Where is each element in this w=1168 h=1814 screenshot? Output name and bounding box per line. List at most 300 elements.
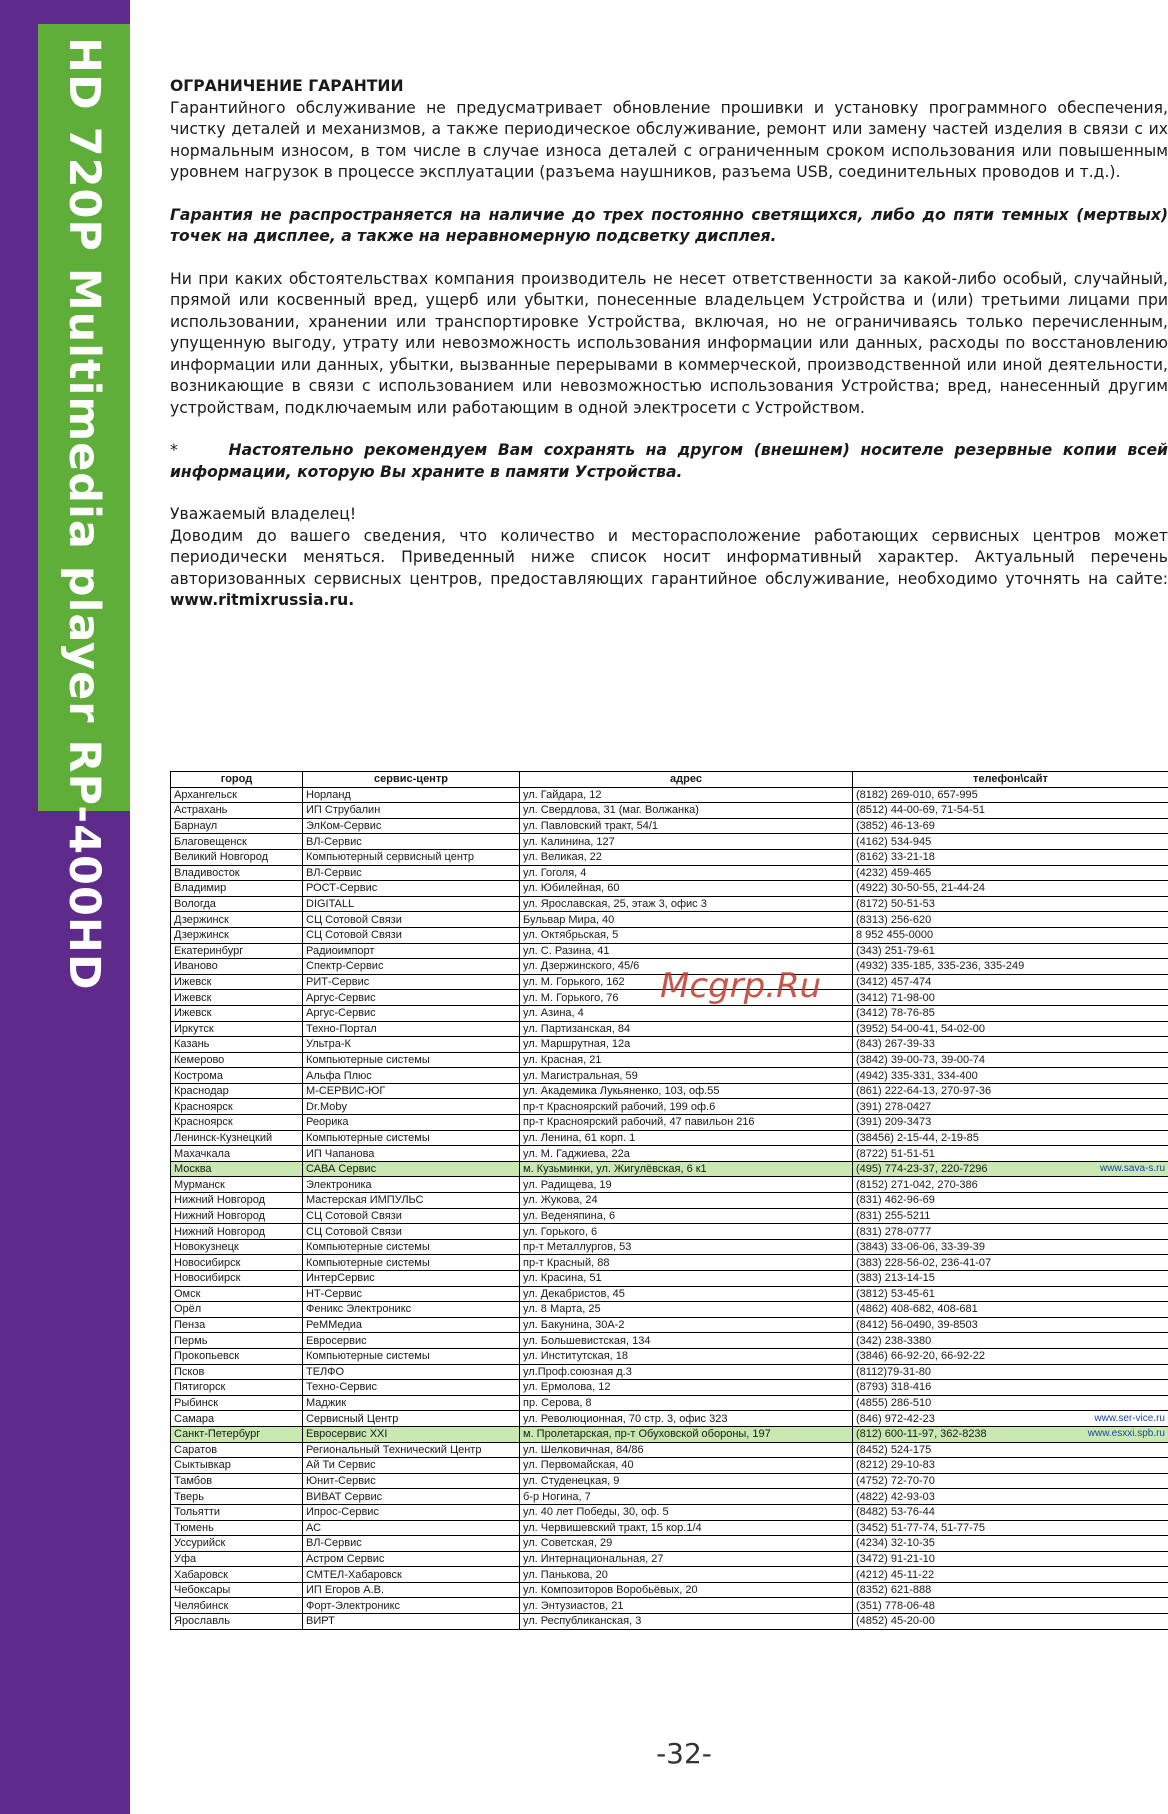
cell-service-text: ВИВАТ Сервис [306, 1490, 383, 1503]
cell-city [171, 1099, 303, 1115]
cell-service [303, 1302, 520, 1318]
cell-city-text: Екатеринбург [174, 944, 244, 957]
cell-city [171, 1161, 303, 1177]
table-row [171, 1271, 1168, 1287]
cell-phone [853, 1161, 1168, 1177]
cell-service [303, 1208, 520, 1224]
cell-city-text: Вологда [174, 898, 216, 911]
cell-city [171, 1286, 303, 1302]
cell-phone [853, 959, 1168, 975]
cell-service [303, 1255, 520, 1271]
cell-service [303, 1458, 520, 1474]
cell-address-text: ул. Азина, 4 [523, 1007, 584, 1020]
cell-phone [853, 896, 1168, 912]
cell-phone-text: (8793) 318-416 [856, 1381, 932, 1394]
cell-city-text: Дзержинск [174, 929, 229, 942]
cell-service-text: Радиоимпорт [306, 944, 375, 957]
cell-address-text: ул. Советская, 29 [523, 1537, 613, 1550]
cell-address-text: ул. Большевистская, 134 [523, 1334, 651, 1347]
cell-city [171, 1177, 303, 1193]
cell-address-text: пр-т Красноярский рабочий, 199 оф.6 [523, 1100, 716, 1113]
cell-phone-text: (383) 228-56-02, 236-41-07 [856, 1256, 992, 1269]
table-row [171, 943, 1168, 959]
cell-address-text: ул. Первомайская, 40 [523, 1459, 634, 1472]
table-row [171, 1239, 1168, 1255]
warranty-paragraph-1: Гарантийного обслуживание не предусматривает обновление прошивки и установку программного обеспечения, чистку деталей и механизмов, а также периодическое обслуживание, ремонт или замену частей изделия в связи с их нормальным износом, в том числе в случае износа деталей с ограниченным сроком использования или повышенным уровнем нагрузок в процессе эксплуатации (разъема наушников, разъема USB, соединительных проводов и т.д.). [170, 98, 1168, 181]
table-row [171, 1146, 1168, 1162]
cell-city-text: Краснодар [174, 1085, 229, 1098]
cell-city-text: Новосибирск [174, 1272, 241, 1285]
cell-city [171, 927, 303, 943]
cell-service [303, 1239, 520, 1255]
cell-phone-text: (342) 238-3380 [856, 1334, 932, 1347]
cell-address-text: ул. Свердлова, 31 (маг. Волжанка) [523, 804, 699, 817]
cell-phone [853, 1426, 1168, 1442]
cell-phone [853, 1286, 1168, 1302]
cell-city-text: Саратов [174, 1443, 218, 1456]
cell-address [520, 803, 853, 819]
table-row [171, 1177, 1168, 1193]
cell-service [303, 1146, 520, 1162]
cell-phone-text: (843) 267-39-33 [856, 1038, 935, 1051]
cell-city [171, 1458, 303, 1474]
cell-phone [853, 849, 1168, 865]
cell-service [303, 1582, 520, 1598]
cell-address [520, 1161, 853, 1177]
cell-service [303, 1161, 520, 1177]
cell-phone [853, 1442, 1168, 1458]
cell-address [520, 1115, 853, 1131]
cell-city [171, 1005, 303, 1021]
cell-service-text: Региональный Технический Центр [306, 1443, 482, 1456]
cell-address-text: ул. Калинина, 127 [523, 835, 615, 848]
table-row [171, 1193, 1168, 1209]
cell-phone [853, 1458, 1168, 1474]
warranty-paragraph-2: Гарантия не распространяется на наличие до трех постоянно светящихся, либо до пяти темных (мертвых) точек на дисплее, а также на неравномерную подсветку дисплея. [170, 205, 1168, 245]
table-row [171, 1302, 1168, 1318]
cell-phone-text: (4932) 335-185, 335-236, 335-249 [856, 960, 1025, 973]
cell-address [520, 834, 853, 850]
cell-phone-text: (3852) 46-13-69 [856, 820, 935, 833]
cell-website[interactable]: www.sava-s.ru [1099, 1163, 1165, 1175]
cell-phone-text: (8182) 269-010, 657-995 [856, 788, 978, 801]
cell-phone-text: (4212) 45-11-22 [856, 1568, 935, 1581]
cell-city-text: Тамбов [174, 1475, 213, 1488]
cell-phone-text: (3412) 78-76-85 [856, 1007, 935, 1020]
cell-address [520, 787, 853, 803]
cell-phone-text: (38456) 2-15-44, 2-19-85 [856, 1131, 979, 1144]
table-row [171, 896, 1168, 912]
cell-phone-text: (831) 462-96-69 [856, 1194, 935, 1207]
cell-address-text: ул. М. Гаджиева, 22а [523, 1147, 630, 1160]
cell-phone-text: (4922) 30-50-55, 21-44-24 [856, 882, 986, 895]
cell-phone-text: (8212) 29-10-83 [856, 1459, 935, 1472]
cell-address [520, 1052, 853, 1068]
cell-address [520, 1302, 853, 1318]
cell-city [171, 849, 303, 865]
site-link[interactable]: www.ritmixrussia.ru. [170, 591, 355, 609]
cell-address-text: пр-т Красноярский рабочий, 47 павильон 216 [523, 1116, 755, 1129]
table-row [171, 1380, 1168, 1396]
table-header-row [171, 772, 1168, 788]
cell-address-text: ул. Интернациональная, 27 [523, 1552, 664, 1565]
cell-phone [853, 1536, 1168, 1552]
cell-address [520, 881, 853, 897]
cell-address-text: ул. Красина, 51 [523, 1272, 602, 1285]
cell-phone-text: (391) 278-0427 [856, 1100, 932, 1113]
cell-service-text: СЦ Сотовой Связи [306, 1209, 402, 1222]
cell-address-text: ул. М. Горького, 162 [523, 976, 625, 989]
cell-website[interactable]: www.ser-vice.ru [1094, 1412, 1165, 1424]
table-row [171, 1582, 1168, 1598]
cell-address-text: ул. М. Горького, 76 [523, 991, 619, 1004]
cell-phone [853, 1115, 1168, 1131]
cell-service-text: Компьютерные системы [306, 1256, 430, 1269]
cell-city-text: Самара [174, 1412, 215, 1425]
cell-address [520, 1005, 853, 1021]
cell-city-text: Ижевск [174, 991, 212, 1004]
cell-city [171, 1395, 303, 1411]
table-row [171, 1614, 1168, 1630]
cell-phone [853, 1052, 1168, 1068]
cell-city-text: Архангельск [174, 788, 237, 801]
table-row [171, 912, 1168, 928]
header-city: город [171, 772, 303, 788]
table-row [171, 1520, 1168, 1536]
cell-phone-text: (8352) 621-888 [856, 1584, 932, 1597]
cell-address-text: ул. Академика Лукьяненко, 103, оф.55 [523, 1085, 720, 1098]
cell-city [171, 1052, 303, 1068]
cell-service [303, 1442, 520, 1458]
cell-address-text: ул. Веденяпина, 6 [523, 1209, 616, 1222]
cell-city-text: Уссурийск [174, 1537, 226, 1550]
cell-service [303, 1333, 520, 1349]
cell-service [303, 896, 520, 912]
cell-phone [853, 1193, 1168, 1209]
cell-phone-text: (846) 972-42-23 [856, 1412, 935, 1425]
cell-city-text: Орёл [174, 1303, 202, 1316]
cell-phone [853, 787, 1168, 803]
cell-phone [853, 881, 1168, 897]
cell-address [520, 1239, 853, 1255]
cell-phone [853, 1551, 1168, 1567]
cell-address [520, 1177, 853, 1193]
cell-service [303, 1130, 520, 1146]
cell-service [303, 1395, 520, 1411]
cell-service [303, 1083, 520, 1099]
cell-city [171, 1582, 303, 1598]
cell-service-text: Феникс Электроникс [306, 1303, 412, 1316]
cell-city [171, 881, 303, 897]
table-row [171, 1021, 1168, 1037]
cell-city [171, 1411, 303, 1427]
table-row [171, 1255, 1168, 1271]
cell-phone [853, 1068, 1168, 1084]
cell-city [171, 1037, 303, 1053]
cell-city [171, 1317, 303, 1333]
watermark-text: Mcgrp.Ru [660, 966, 822, 1006]
cell-phone [853, 1302, 1168, 1318]
cell-address-text: ул. Червишевский тракт, 15 кор.1/4 [523, 1521, 702, 1534]
cell-service [303, 881, 520, 897]
cell-service [303, 1426, 520, 1442]
cell-service-text: Компьютерные системы [306, 1241, 430, 1254]
cell-city-text: Владивосток [174, 866, 240, 879]
cell-address [520, 1442, 853, 1458]
cell-city-text: Нижний Новгород [174, 1194, 266, 1207]
cell-city-text: Нижний Новгород [174, 1209, 266, 1222]
cell-service [303, 1177, 520, 1193]
cell-phone-text: (3452) 51-77-74, 51-77-75 [856, 1521, 986, 1534]
cell-service [303, 818, 520, 834]
table-row [171, 881, 1168, 897]
cell-address-text: Бульвар Мира, 40 [523, 913, 615, 926]
cell-service-text: Аргус-Сервис [306, 1007, 376, 1020]
cell-service [303, 1551, 520, 1567]
cell-service-text: Ультра-К [306, 1038, 351, 1051]
cell-address-text: м. Кузьминки, ул. Жигулёвская, 6 к1 [523, 1163, 707, 1176]
table-row [171, 1598, 1168, 1614]
cell-city [171, 912, 303, 928]
cell-city [171, 1193, 303, 1209]
cell-address [520, 927, 853, 943]
cell-service [303, 943, 520, 959]
table-row [171, 1224, 1168, 1240]
cell-phone-text: (831) 278-0777 [856, 1225, 932, 1238]
cell-city [171, 1473, 303, 1489]
cell-city [171, 1551, 303, 1567]
cell-city [171, 834, 303, 850]
cell-phone-text: (4162) 534-945 [856, 835, 932, 848]
cell-service-text: НТ-Сервис [306, 1287, 362, 1300]
cell-service-text: Евросервис [306, 1334, 367, 1347]
cell-phone-text: (4862) 408-682, 408-681 [856, 1303, 978, 1316]
cell-service [303, 1489, 520, 1505]
cell-address-text: ул. Партизанская, 84 [523, 1022, 631, 1035]
cell-city-text: Тольятти [174, 1506, 221, 1519]
cell-city-text: Пятигорск [174, 1381, 226, 1394]
cell-phone-text: (3843) 33-06-06, 33-39-39 [856, 1241, 986, 1254]
table-row [171, 1442, 1168, 1458]
table-row [171, 1395, 1168, 1411]
cell-phone [853, 1177, 1168, 1193]
table-row [171, 1567, 1168, 1583]
cell-address [520, 1193, 853, 1209]
cell-phone [853, 1364, 1168, 1380]
cell-city [171, 1083, 303, 1099]
cell-city-text: Рыбинск [174, 1397, 219, 1410]
cell-city-text: Дзержинск [174, 913, 229, 926]
cell-phone-text: (812) 600-11-97, 362-8238 [856, 1428, 987, 1441]
cell-service-text: Маджик [306, 1397, 347, 1410]
cell-city-text: Тюмень [174, 1521, 214, 1534]
cell-phone [853, 927, 1168, 943]
cell-phone [853, 1411, 1168, 1427]
cell-phone [853, 1582, 1168, 1598]
cell-service [303, 1099, 520, 1115]
cell-service [303, 1567, 520, 1583]
cell-phone-text: (3472) 91-21-10 [856, 1552, 935, 1565]
cell-address-text: ул. Панькова, 20 [523, 1568, 608, 1581]
cell-phone [853, 1224, 1168, 1240]
cell-city-text: Красноярск [174, 1116, 233, 1129]
cell-city-text: Мурманск [174, 1178, 225, 1191]
cell-phone [853, 1348, 1168, 1364]
cell-service-text: РОСТ-Сервис [306, 882, 378, 895]
cell-city-text: Казань [174, 1038, 210, 1051]
cell-city [171, 865, 303, 881]
cell-city-text: Нижний Новгород [174, 1225, 266, 1238]
service-text: Доводим до вашего сведения, что количество и месторасположение работающих сервисных центров может периодически меняться. Приведенный ниже список носит информативный характер. Актуальный перечень авторизованных сервисных центров, предоставляющих гарантийное обслуживание, необходимо уточнять на сайте: [170, 526, 1168, 588]
cell-service-text: Форт-Электроникс [306, 1599, 400, 1612]
cell-city-text: Кострома [174, 1069, 223, 1082]
cell-phone [853, 1520, 1168, 1536]
cell-service [303, 1380, 520, 1396]
cell-phone [853, 974, 1168, 990]
cell-service-text: Dr.Moby [306, 1100, 347, 1113]
cell-phone [853, 1395, 1168, 1411]
table-row [171, 865, 1168, 881]
cell-address-text: пр. Серова, 8 [523, 1397, 592, 1410]
cell-address [520, 1582, 853, 1598]
cell-service [303, 959, 520, 975]
table-row [171, 1458, 1168, 1474]
cell-service [303, 1598, 520, 1614]
cell-phone-text: 8 952 455-0000 [856, 929, 934, 942]
cell-city-text: Челябинск [174, 1599, 229, 1612]
cell-service-text: Компьютерный сервисный центр [306, 851, 475, 864]
table-row [171, 1489, 1168, 1505]
cell-city [171, 1068, 303, 1084]
cell-phone [853, 1380, 1168, 1396]
cell-service [303, 1536, 520, 1552]
cell-service-text: ИнтерСервис [306, 1272, 375, 1285]
cell-phone [853, 943, 1168, 959]
cell-service-text: Электроника [306, 1178, 372, 1191]
cell-service-text: САВА Сервис [306, 1163, 377, 1176]
cell-service-text: Мастерская ИМПУЛЬС [306, 1194, 424, 1207]
cell-city [171, 1239, 303, 1255]
cell-phone-text: (391) 209-3473 [856, 1116, 932, 1129]
cell-service [303, 834, 520, 850]
table-row [171, 1364, 1168, 1380]
cell-address [520, 1083, 853, 1099]
cell-service-text: ИП Чапанова [306, 1147, 375, 1160]
cell-city [171, 1520, 303, 1536]
cell-service [303, 1364, 520, 1380]
cell-address-text: ул. Студенецкая, 9 [523, 1475, 620, 1488]
cell-address [520, 849, 853, 865]
cell-service-text: Аргус-Сервис [306, 991, 376, 1004]
cell-address-text: ул. Гайдара, 12 [523, 788, 602, 801]
cell-service [303, 1052, 520, 1068]
cell-address [520, 1395, 853, 1411]
cell-city-text: Новокузнецк [174, 1241, 239, 1254]
cell-address-text: ул. Шелковичная, 84/86 [523, 1443, 644, 1456]
cell-phone-text: (8722) 51-51-51 [856, 1147, 935, 1160]
cell-service [303, 1317, 520, 1333]
cell-address [520, 1333, 853, 1349]
cell-phone [853, 1614, 1168, 1630]
cell-phone-text: (495) 774-23-37, 220-7296 [856, 1163, 988, 1176]
cell-service [303, 865, 520, 881]
cell-city [171, 943, 303, 959]
cell-address-text: ул. Юбилейная, 60 [523, 882, 620, 895]
cell-service-text: Астром Сервис [306, 1552, 385, 1565]
cell-service [303, 1068, 520, 1084]
service-centers-table [170, 771, 1168, 1630]
cell-service-text: ВЛ-Сервис [306, 835, 362, 848]
cell-address-text: б-р Ногина, 7 [523, 1490, 591, 1503]
cell-city-text: Барнаул [174, 820, 218, 833]
cell-phone-text: (8172) 50-51-53 [856, 898, 935, 911]
cell-website[interactable]: www.esxxi.spb.ru [1087, 1428, 1165, 1440]
table-row [171, 1052, 1168, 1068]
cell-city-text: Сыктывкар [174, 1459, 231, 1472]
cell-address-text: пр-т Красный, 88 [523, 1256, 610, 1269]
cell-address-text: ул. Гоголя, 4 [523, 866, 587, 879]
cell-service-text: РеММедиа [306, 1319, 362, 1332]
cell-phone [853, 990, 1168, 1006]
cell-phone [853, 1255, 1168, 1271]
cell-address [520, 1458, 853, 1474]
cell-city-text: Уфа [174, 1552, 197, 1565]
cell-service-text: Компьютерные системы [306, 1053, 430, 1066]
cell-address [520, 1146, 853, 1162]
cell-service [303, 927, 520, 943]
cell-service-text: СЦ Сотовой Связи [306, 1225, 402, 1238]
cell-phone [853, 1099, 1168, 1115]
cell-city [171, 1333, 303, 1349]
cell-city-text: Красноярск [174, 1100, 233, 1113]
cell-phone [853, 1271, 1168, 1287]
cell-phone [853, 1473, 1168, 1489]
cell-address-text: ул. С. Разина, 41 [523, 944, 610, 957]
cell-service [303, 1115, 520, 1131]
cell-address [520, 1021, 853, 1037]
table-row [171, 834, 1168, 850]
table-row [171, 1426, 1168, 1442]
cell-service [303, 1504, 520, 1520]
cell-service [303, 849, 520, 865]
cell-phone-text: (8112)79-31-80 [856, 1365, 932, 1378]
cell-service [303, 1348, 520, 1364]
cell-address-text: ул. Композиторов Воробьёвых, 20 [523, 1584, 698, 1597]
table-row [171, 1130, 1168, 1146]
cell-service [303, 803, 520, 819]
cell-city-text: Москва [174, 1163, 212, 1176]
cell-address [520, 1380, 853, 1396]
page-content [170, 76, 1168, 1736]
table-row [171, 1208, 1168, 1224]
cell-address [520, 1536, 853, 1552]
cell-address [520, 1489, 853, 1505]
cell-city [171, 990, 303, 1006]
cell-address [520, 818, 853, 834]
cell-address [520, 1317, 853, 1333]
cell-address [520, 1614, 853, 1630]
cell-address-text: ул. Горького, 6 [523, 1225, 598, 1238]
cell-service-text: Реорика [306, 1116, 349, 1129]
cell-city [171, 1598, 303, 1614]
table-row [171, 1536, 1168, 1552]
table-row [171, 1333, 1168, 1349]
cell-phone-text: (8152) 271-042, 270-386 [856, 1178, 978, 1191]
cell-address-text: ул. Павловский тракт, 54/1 [523, 820, 658, 833]
cell-address-text: ул. Красная, 21 [523, 1053, 602, 1066]
cell-city [171, 1255, 303, 1271]
cell-service-text: Норланд [306, 788, 351, 801]
